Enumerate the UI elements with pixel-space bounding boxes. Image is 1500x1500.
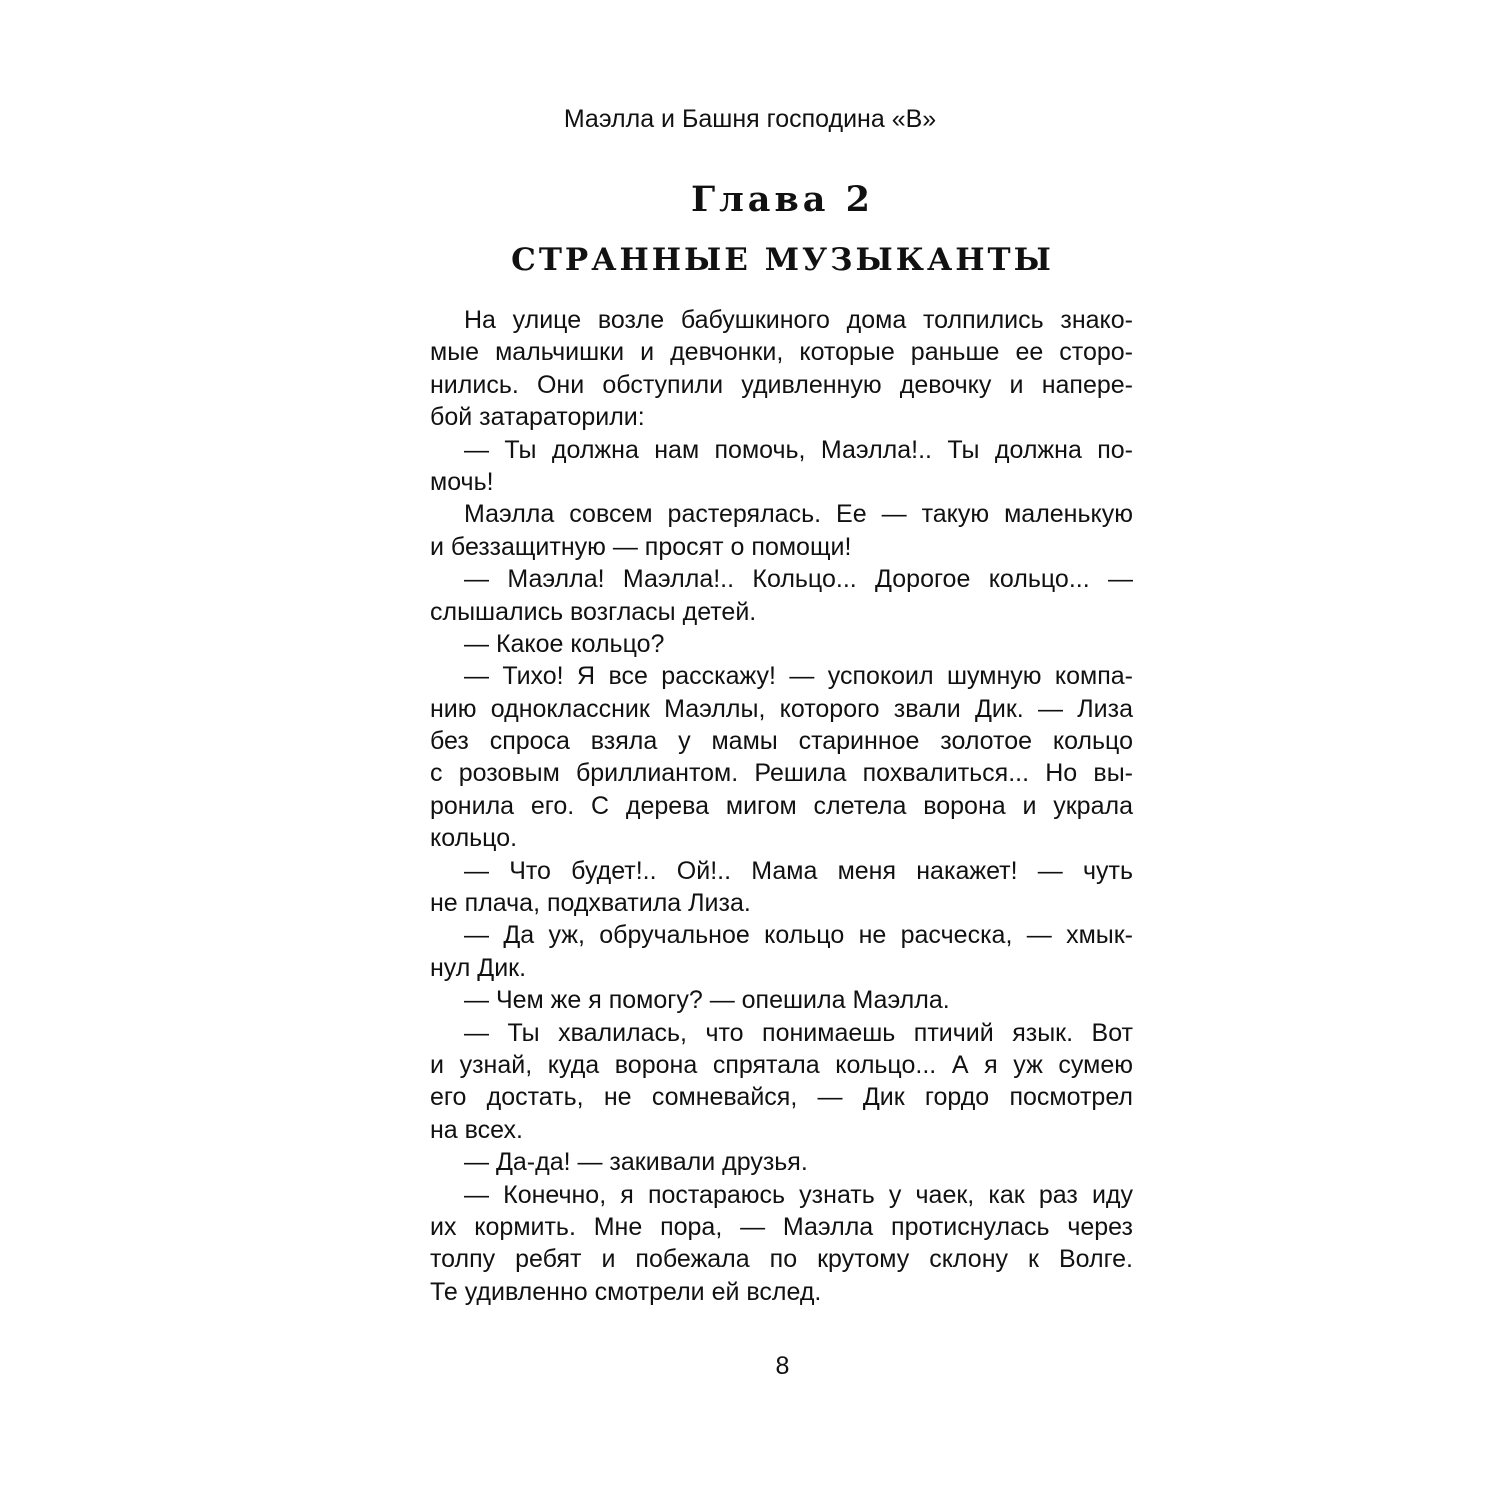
text-line: — Ты хвалилась, что понимаешь птичий язык. Вот [464, 1018, 1133, 1047]
text-line: не плача, подхватила Лиза. [430, 889, 751, 918]
text-line: — Маэлла! Маэлла!.. Кольцо... Дорогое кольцо... — [464, 565, 1133, 594]
text-line: ронила его. С дерева мигом слетела ворона и украла [430, 791, 1133, 820]
text-line: — Конечно, я постараюсь узнать у чаек, как раз иду [464, 1180, 1133, 1209]
text-line: — Да-да! — закивали друзья. [464, 1148, 808, 1177]
text-line: нились. Они обступили удивленную девочку и напере- [430, 370, 1133, 399]
chapter-title: СТРАННЫЕ МУЗЫКАНТЫ [511, 242, 1054, 278]
text-line: и узнай, куда ворона спрятала кольцо... А я уж сумею [430, 1050, 1133, 1079]
body-text [430, 304, 1133, 1308]
text-line: — Да уж, обручальное кольцо не расческа, — хмык- [464, 921, 1133, 950]
text-line: на всех. [430, 1115, 523, 1144]
text-line: мые мальчишки и девчонки, которые раньше ее сторо- [430, 338, 1133, 367]
text-line: — Ты должна нам помочь, Маэлла!.. Ты должна по- [464, 435, 1133, 464]
text-line: бой затараторили: [430, 403, 645, 432]
text-line: их кормить. Мне пора, — Маэлла протиснулась через [430, 1212, 1133, 1241]
running-head: Маэлла и Башня господина «В» [563, 105, 937, 133]
text-line: — Что будет!.. Ой!.. Мама меня накажет! — чуть [464, 856, 1133, 885]
text-line: и беззащитную — просят о помощи! [430, 532, 852, 561]
text-line: нул Дик. [430, 953, 527, 982]
text-line: нию одноклассник Маэллы, которого звали Дик. — Лиза [430, 694, 1133, 723]
text-line: Те удивленно смотрели ей вслед. [430, 1277, 822, 1306]
text-line: толпу ребят и побежала по крутому склону к Волге. [430, 1245, 1133, 1274]
text-line: его достать, не сомневайся, — Дик гордо посмотрел [430, 1083, 1133, 1112]
text-line: кольцо. [430, 824, 518, 853]
text-line: без спроса взяла у мамы старинное золотое кольцо [430, 727, 1133, 756]
text-line: — Какое кольцо? [464, 629, 665, 658]
text-line: слышались возгласы детей. [430, 597, 757, 626]
text-line: с розовым бриллиантом. Решила похвалиться... Но вы- [430, 759, 1133, 788]
text-line: мочь! [430, 467, 494, 496]
page-number: 8 [775, 1352, 790, 1380]
text-line: На улице возле бабушкиного дома толпились знако- [464, 306, 1133, 334]
chapter-number: Глава 2 [690, 179, 875, 220]
text-line: Маэлла совсем растерялась. Ее — такую маленькую [464, 500, 1133, 529]
text-line: — Чем же я помогу? — опешила Маэлла. [464, 986, 950, 1015]
text-line: — Тихо! Я все расскажу! — успокоил шумную компа- [464, 662, 1133, 691]
